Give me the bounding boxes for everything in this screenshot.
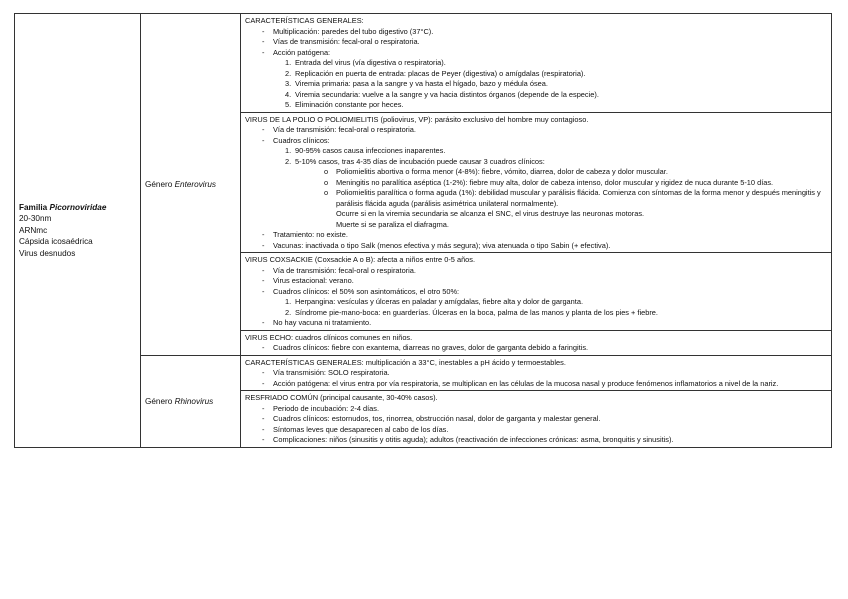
list-item: - Vacunas: inactivada o tipo Salk (menos efectiva y más segura); viva atenuada o tipo Sabin (+ efectiva).	[245, 241, 827, 252]
list-item: - Acción patógena: el virus entra por vía respiratoria, se multiplican en las células de la mucosa nasal y produce fenómenos inflamatorios a nivel de la nariz.	[245, 379, 827, 390]
item-number: 2.	[285, 156, 292, 166]
item-text: 5-10% casos, tras 4-35 días de incubación puede causar 3 cuadros clínicos:	[295, 156, 545, 166]
item-text: Meningitis no paralítica aséptica (1-2%): fiebre muy alta, dolor de cabeza intenso, dolor muscular y rigidez de nuca durante 5-10 días.	[336, 177, 774, 187]
list-item: - Multiplicación: paredes del tubo digestivo (37°C).	[245, 27, 827, 38]
list-item: - No hay vacuna ni tratamiento.	[245, 318, 827, 329]
document-page	[14, 13, 832, 448]
list-item: - Acción patógena:	[245, 48, 827, 59]
list-item: - Virus estacional: verano.	[245, 276, 827, 287]
continuation-line: Ocurre si en la viremia secundaria se alcanza el SNC, el virus destruye las neuronas motoras.	[336, 209, 645, 218]
list-item: - Periodo de incubación: 2-4 días.	[245, 404, 827, 415]
numbered-item	[245, 90, 827, 101]
numbered-item	[245, 308, 827, 319]
genus-name: Enterovirus	[174, 179, 217, 189]
family-name	[19, 202, 136, 214]
genus-label: Género	[145, 396, 175, 406]
section-cell	[241, 355, 832, 391]
bullet-marker: o	[324, 167, 329, 176]
section-heading: VIRUS ECHO: cuadros clínicos comunes en niños.	[245, 332, 413, 342]
bullet-marker: o	[324, 177, 329, 187]
numbered-item	[245, 79, 827, 90]
item-number: 5.	[285, 100, 292, 109]
list-item: - Síntomas leves que desaparecen al cabo de los días.	[245, 425, 827, 436]
section-cell	[241, 14, 832, 113]
item-text: Entrada del virus (vía digestiva o respiratoria).	[295, 58, 446, 67]
section-heading: VIRUS DE LA POLIO O POLIOMIELITIS (poliovirus, VP): parásito exclusivo del hombre muy contagioso.	[245, 114, 589, 124]
family-attribute: Virus desnudos	[19, 248, 76, 258]
virus-table	[14, 13, 832, 448]
section-heading: RESFRIADO COMÚN (principal causante, 30-40% casos).	[245, 393, 438, 402]
family-attribute: Cápsida icosaédrica	[19, 237, 93, 246]
item-text: 90-95% casos causa infecciones inaparentes.	[295, 146, 446, 155]
table-row	[15, 14, 832, 113]
list-item: - Vía de transmisión: fecal-oral o respiratoria.	[245, 125, 827, 136]
item-text: Viremia secundaria: vuelve a la sangre y va hacia distintos órganos (depende de la especie).	[295, 89, 599, 99]
family-name-italic: Picornoviridae	[49, 202, 107, 212]
list-item: - Vía transmisión: SOLO respiratoria.	[245, 368, 827, 379]
item-number: 1.	[285, 297, 292, 306]
section-cell	[241, 112, 832, 253]
genus-cell	[141, 14, 241, 356]
section-cell	[241, 330, 832, 355]
bullet-item	[245, 188, 827, 209]
numbered-item	[245, 297, 827, 308]
item-text: Replicación en puerta de entrada: placas de Peyer (digestiva) o amígdalas (respiratoria).	[295, 68, 586, 78]
numbered-item	[245, 69, 827, 80]
continuation-line: Muerte si se paraliza el diafragma.	[336, 219, 449, 229]
family-name-prefix: Familia	[19, 202, 50, 212]
list-item: - Cuadros clínicos: estornudos, tos, rinorrea, obstrucción nasal, dolor de garganta y malestar general.	[245, 414, 827, 425]
item-number: 3.	[285, 79, 292, 88]
bullet-marker: o	[324, 188, 329, 197]
list-item: - Cuadros clínicos: fiebre con exantema, diarreas no graves, dolor de garganta debido a faringitis.	[245, 343, 827, 354]
section-heading: CARACTERÍSTICAS GENERALES:	[245, 16, 364, 25]
item-text: Síndrome pie-mano-boca: en guarderías. Úlceras en la boca, palma de las manos y planta de los pies + fiebre.	[295, 307, 658, 317]
family-attribute: 20-30nm	[19, 214, 52, 223]
item-text: Viremia primaria: pasa a la sangre y va hasta el hígado, bazo y médula ósea.	[295, 79, 548, 88]
genus-name: Rhinovirus	[174, 396, 214, 406]
section-cell	[241, 391, 832, 448]
list-item: - Vías de transmisión: fecal-oral o respiratoria.	[245, 37, 827, 48]
bullet-item	[245, 178, 827, 189]
list-item: - Cuadros clínicos: el 50% son asintomáticos, el otro 50%:	[245, 287, 827, 298]
item-number: 1.	[285, 146, 292, 155]
list-item: - Complicaciones: niños (sinusitis y otitis aguda); adultos (reactivación de infecciones crónicas: asma, bronquitis y sinusitis).	[245, 435, 827, 446]
list-item: - Vía de transmisión: fecal-oral o respiratoria.	[245, 266, 827, 277]
numbered-item	[245, 157, 827, 168]
genus-label: Género	[145, 179, 175, 189]
genus-cell	[141, 355, 241, 447]
numbered-item	[245, 146, 827, 157]
item-number: 2.	[285, 307, 292, 317]
item-text: Poliomielitis paralítica o forma aguda (1%): debilidad muscular y parálisis flácida. Comienza con síntomas de la forma menor y después meningitis y parálisis flácida aguda (parálisis asimétrica unilateral normalmente).	[336, 188, 821, 208]
item-text: Poliomielitis abortiva o forma menor (4-8%): fiebre, vómito, diarrea, dolor de cabeza y dolor muscular.	[336, 167, 668, 176]
item-number: 1.	[285, 58, 292, 67]
item-text: Herpangina: vesículas y úlceras en paladar y amígdalas, fiebre alta y dolor de garganta.	[295, 297, 583, 306]
family-attribute: ARNmc	[19, 225, 48, 235]
item-text: Eliminación constante por heces.	[295, 100, 404, 109]
list-item: - Tratamiento: no existe.	[245, 230, 827, 241]
list-item: - Cuadros clínicos:	[245, 136, 827, 147]
section-cell	[241, 253, 832, 331]
numbered-item	[245, 58, 827, 69]
section-heading: VIRUS COXSACKIE (Coxsackie A o B): afecta a niños entre 0-5 años.	[245, 255, 476, 264]
section-heading: CARACTERÍSTICAS GENERALES: multiplicación a 33°C, inestables a pH ácido y termoestables.	[245, 357, 566, 367]
item-number: 4.	[285, 89, 292, 99]
bullet-item	[245, 167, 827, 178]
numbered-item	[245, 100, 827, 111]
family-cell	[15, 14, 141, 448]
item-number: 2.	[285, 68, 292, 78]
